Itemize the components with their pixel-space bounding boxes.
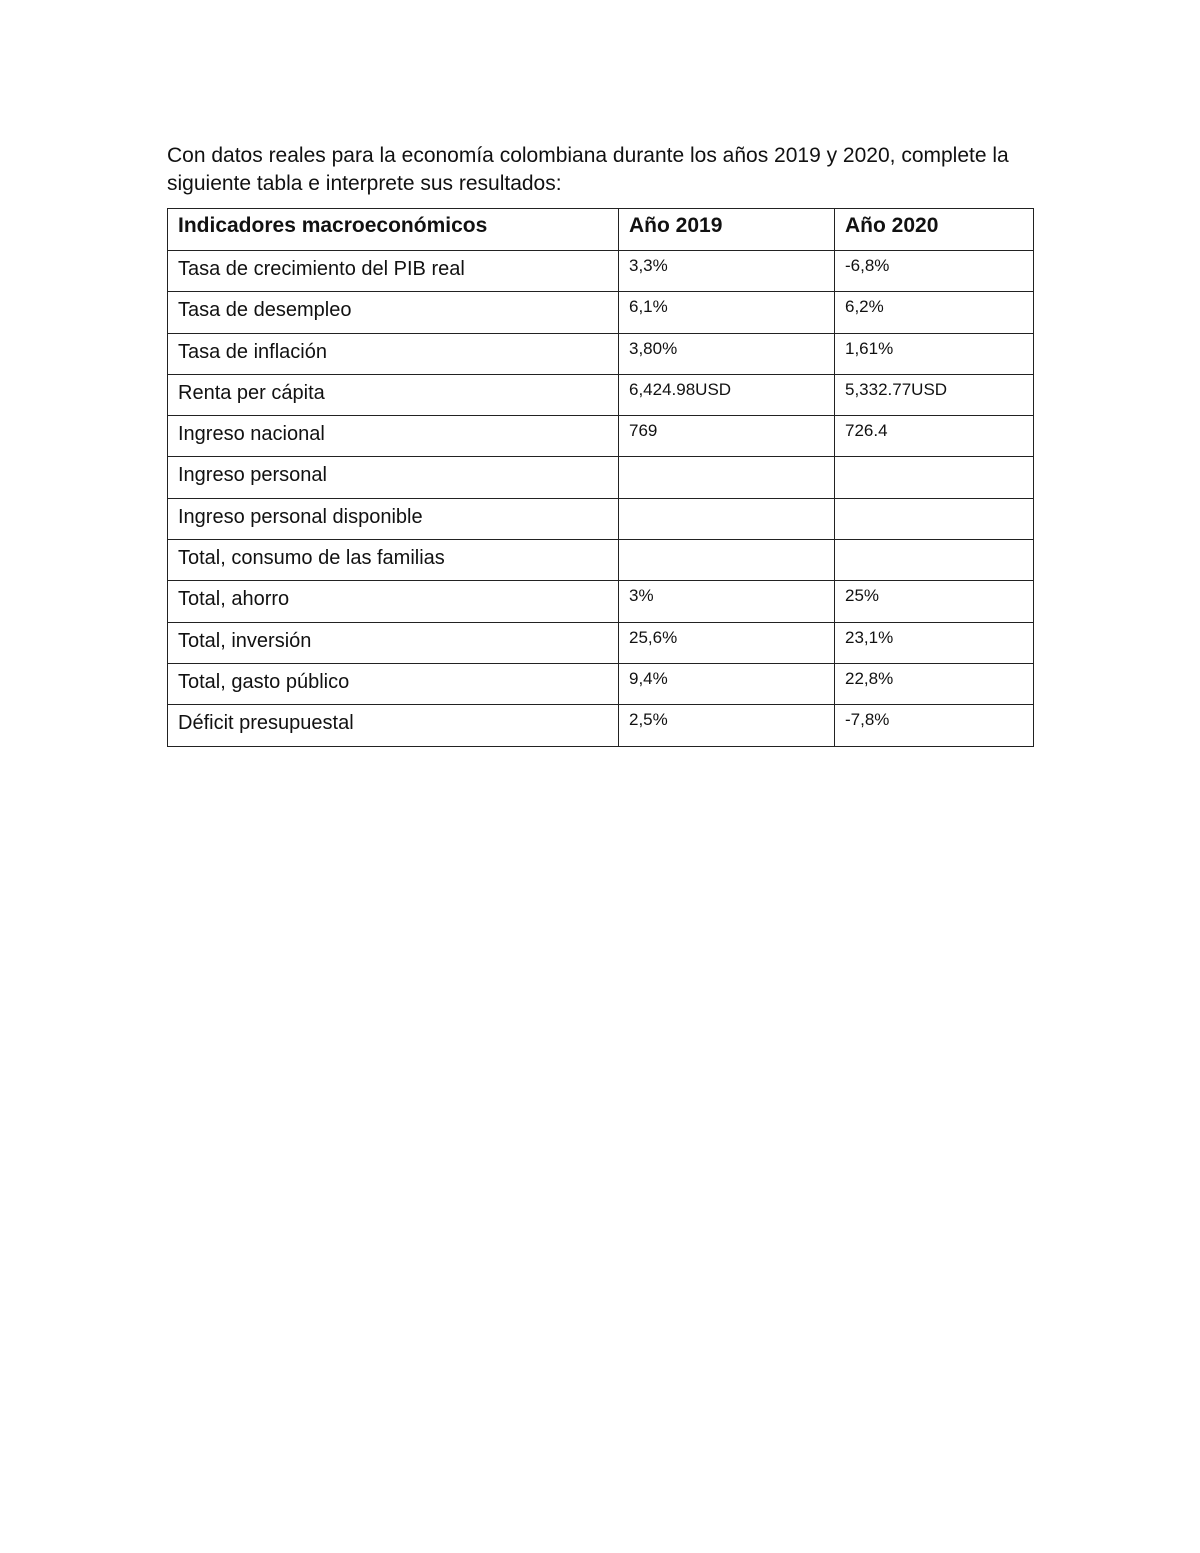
value-2019-cell: 3,3%: [619, 251, 835, 292]
indicator-cell: Tasa de desempleo: [168, 292, 619, 333]
value-2020-cell: 5,332.77USD: [835, 374, 1034, 415]
value-2020-cell: [835, 457, 1034, 498]
indicator-cell: Total, inversión: [168, 622, 619, 663]
table-row: [168, 251, 1034, 292]
indicator-cell: Tasa de inflación: [168, 333, 619, 374]
value-2019-cell: 3%: [619, 581, 835, 622]
indicator-cell: Ingreso personal: [168, 457, 619, 498]
value-2020-cell: 22,8%: [835, 663, 1034, 704]
value-2019-cell: [619, 540, 835, 581]
value-2020-cell: -7,8%: [835, 705, 1034, 746]
intro-line-1: Con datos reales para la economía colombiana durante los años 2019 y 2020, complete la: [167, 144, 1009, 167]
intro-paragraph: [167, 142, 1047, 198]
table-row: [168, 333, 1034, 374]
indicator-cell: Total, ahorro: [168, 581, 619, 622]
value-2019-cell: 2,5%: [619, 705, 835, 746]
value-2019-cell: 6,424.98USD: [619, 374, 835, 415]
value-2019-cell: 769: [619, 416, 835, 457]
header-indicator: Indicadores macroeconómicos: [168, 209, 619, 251]
indicators-table: [167, 208, 1034, 747]
value-2020-cell: 23,1%: [835, 622, 1034, 663]
indicator-cell: Renta per cápita: [168, 374, 619, 415]
header-year-2019: Año 2019: [619, 209, 835, 251]
value-2019-cell: 3,80%: [619, 333, 835, 374]
value-2019-cell: [619, 498, 835, 539]
table-row: [168, 581, 1034, 622]
table-row: [168, 705, 1034, 746]
value-2019-cell: 25,6%: [619, 622, 835, 663]
indicator-cell: Total, gasto público: [168, 663, 619, 704]
value-2020-cell: 6,2%: [835, 292, 1034, 333]
header-year-2020: Año 2020: [835, 209, 1034, 251]
table-row: [168, 498, 1034, 539]
value-2019-cell: 6,1%: [619, 292, 835, 333]
table-body: [168, 251, 1034, 747]
table-row: [168, 457, 1034, 498]
intro-line-2: siguiente tabla e interprete sus resultados:: [167, 172, 562, 195]
table-row: [168, 663, 1034, 704]
value-2019-cell: 9,4%: [619, 663, 835, 704]
indicator-cell: Ingreso nacional: [168, 416, 619, 457]
value-2020-cell: 1,61%: [835, 333, 1034, 374]
indicator-cell: Déficit presupuestal: [168, 705, 619, 746]
table-row: [168, 540, 1034, 581]
table-row: [168, 292, 1034, 333]
value-2020-cell: [835, 498, 1034, 539]
table-row: [168, 374, 1034, 415]
indicator-cell: Tasa de crecimiento del PIB real: [168, 251, 619, 292]
table-header-row: [168, 209, 1034, 251]
value-2020-cell: 25%: [835, 581, 1034, 622]
value-2020-cell: -6,8%: [835, 251, 1034, 292]
indicator-cell: Ingreso personal disponible: [168, 498, 619, 539]
value-2019-cell: [619, 457, 835, 498]
value-2020-cell: [835, 540, 1034, 581]
table-row: [168, 622, 1034, 663]
indicator-cell: Total, consumo de las familias: [168, 540, 619, 581]
value-2020-cell: 726.4: [835, 416, 1034, 457]
table-row: [168, 416, 1034, 457]
